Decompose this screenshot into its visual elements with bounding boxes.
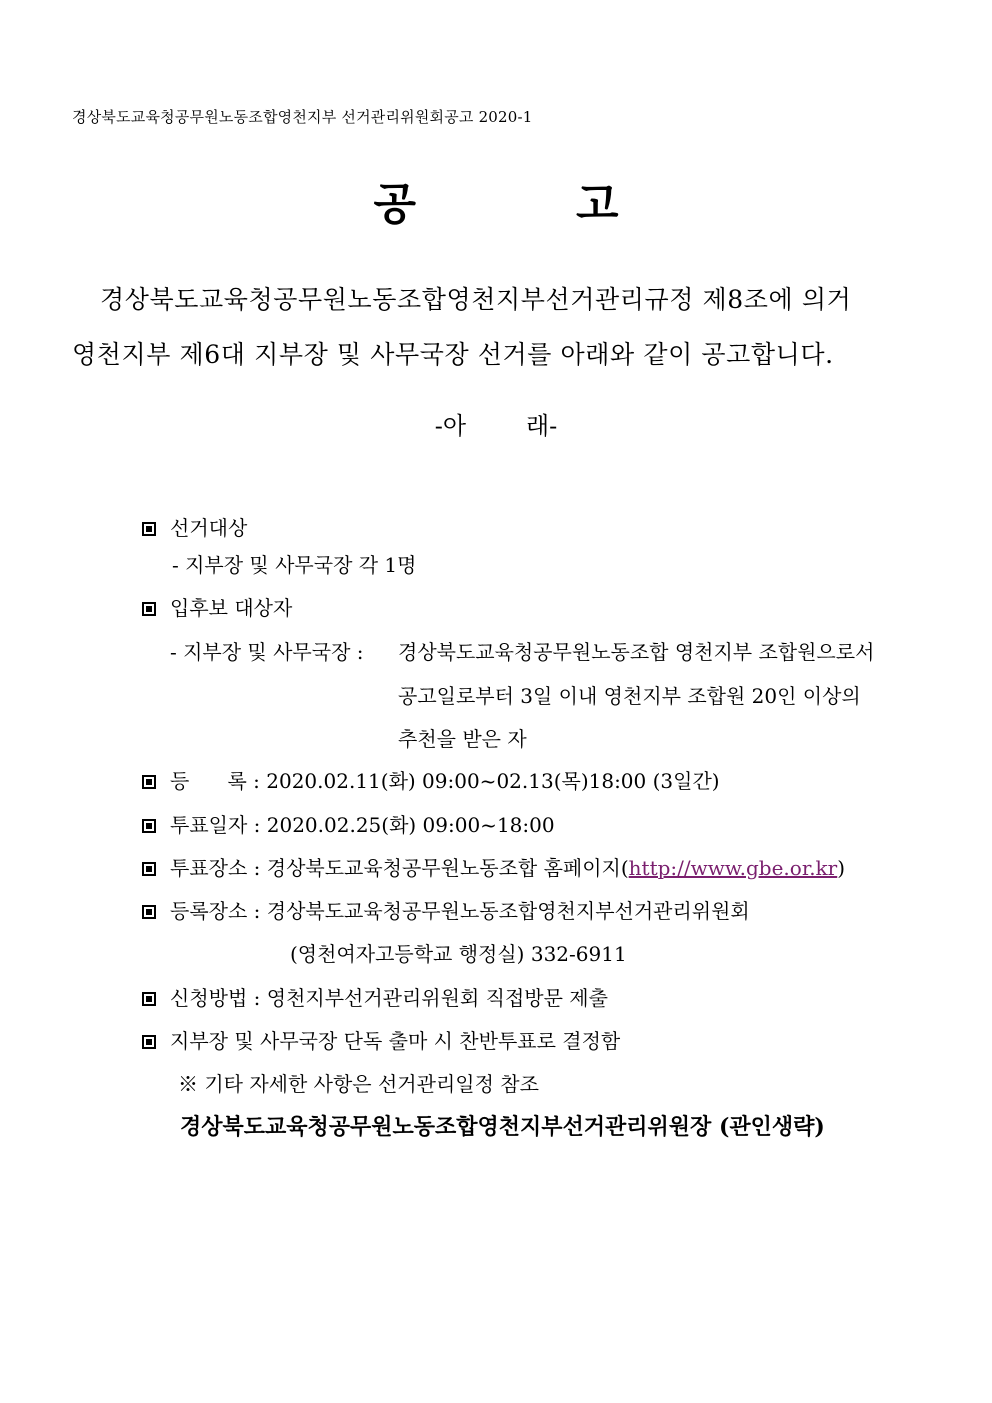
homepage-link[interactable]: http://www.gbe.or.kr bbox=[628, 856, 838, 880]
item-reg-place-line-2: (영천여자고등학교 행정실) 332-6911 bbox=[290, 942, 627, 966]
item-apply-label: 신청방법 : bbox=[170, 986, 261, 1010]
item-vote-place-value: 경상북도교육청공무원노동조합 홈페이지( bbox=[266, 856, 629, 880]
item-target-detail: - 지부장 및 사무국장 각 1명 bbox=[172, 553, 417, 577]
item-reg-place bbox=[142, 895, 750, 924]
item-register bbox=[142, 765, 720, 794]
item-vote-place bbox=[142, 852, 845, 881]
item-candidate-title: 입후보 대상자 bbox=[170, 596, 293, 620]
intro-line-1: 경상북도교육청공무원노동조합영천지부선거관리규정 제8조에 의거 bbox=[100, 285, 852, 314]
item-candidate-label: - 지부장 및 사무국장 : bbox=[170, 640, 364, 664]
item-target bbox=[142, 512, 247, 541]
item-vote-date-value: 2020.02.25(화) 09:00~18:00 bbox=[266, 813, 555, 837]
item-register-value: 2020.02.11(화) 09:00~02.13(목)18:00 (3일간) bbox=[266, 769, 720, 793]
item-candidate-line-2: 공고일로부터 3일 이내 영천지부 조합원 20인 이상의 bbox=[398, 684, 861, 708]
square-bullet-icon bbox=[142, 819, 156, 833]
notice-number: 경상북도교육청공무원노동조합영천지부 선거관리위원회공고 2020-1 bbox=[72, 108, 533, 126]
title-char-2: 고 bbox=[576, 179, 619, 230]
title-char-1: 공 bbox=[373, 179, 416, 230]
square-bullet-icon bbox=[142, 905, 156, 919]
item-target-title: 선거대상 bbox=[170, 516, 248, 540]
item-single-candidate-text: 지부장 및 사무국장 단독 출마 시 찬반투표로 결정함 bbox=[170, 1029, 621, 1053]
intro-line-2: 영천지부 제6대 지부장 및 사무국장 선거를 아래와 같이 공고합니다. bbox=[72, 340, 834, 369]
item-register-label: 등 록 : bbox=[170, 769, 260, 793]
section-heading-left: -아 bbox=[434, 412, 466, 440]
square-bullet-icon bbox=[142, 602, 156, 616]
square-bullet-icon bbox=[142, 862, 156, 876]
item-candidate-line-3: 추천을 받은 자 bbox=[398, 727, 527, 751]
item-apply bbox=[142, 982, 608, 1011]
item-candidate-line-1: 경상북도교육청공무원노동조합 영천지부 조합원으로서 bbox=[398, 640, 875, 664]
square-bullet-icon bbox=[142, 992, 156, 1006]
section-heading-right: 래- bbox=[526, 412, 558, 440]
square-bullet-icon bbox=[142, 775, 156, 789]
item-single-candidate bbox=[142, 1025, 620, 1054]
square-bullet-icon bbox=[142, 522, 156, 536]
signature: 경상북도교육청공무원노동조합영천지부선거관리위원장 (관인생략) bbox=[180, 1114, 825, 1140]
section-heading bbox=[0, 406, 992, 441]
item-vote-date-label: 투표일자 : bbox=[170, 813, 261, 837]
item-candidate bbox=[142, 592, 292, 621]
item-vote-date bbox=[142, 809, 555, 838]
item-vote-place-label: 투표장소 : bbox=[170, 856, 261, 880]
item-apply-value: 영천지부선거관리위원회 직접방문 제출 bbox=[266, 986, 608, 1010]
item-vote-place-close: ) bbox=[837, 856, 846, 880]
page-title bbox=[0, 168, 992, 232]
note: ※ 기타 자세한 사항은 선거관리일정 참조 bbox=[178, 1072, 539, 1096]
item-reg-place-label: 등록장소 : bbox=[170, 899, 261, 923]
square-bullet-icon bbox=[142, 1035, 156, 1049]
item-reg-place-value: 경상북도교육청공무원노동조합영천지부선거관리위원회 bbox=[266, 899, 750, 923]
